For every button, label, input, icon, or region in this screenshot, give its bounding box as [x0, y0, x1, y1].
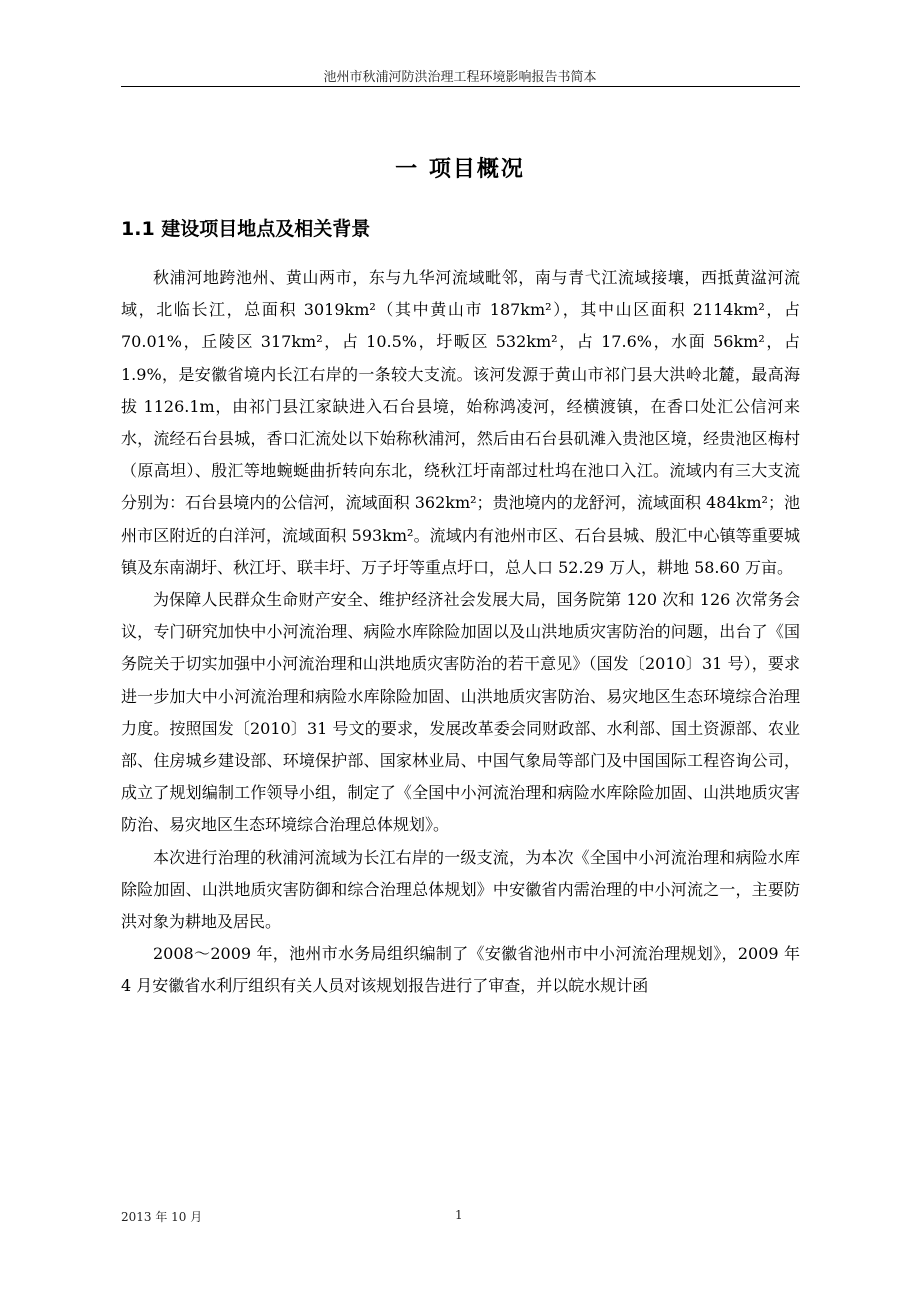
chapter-title: 一 项目概况	[395, 157, 525, 182]
paragraph: 为保障人民群众生命财产安全、维护经济社会发展大局，国务院第 120 次和 126 次常务会议，专门研究加快中小河流治理、病险水库除险加固以及山洪地质灾害防治的问题，出台了《国务院关于切实加强中小河流治理和山洪地质灾害防治的若干意见》（国发〔2010〕31 号），要求进一步加大中小河流治理和病险水库除险加固、山洪地质灾害防治、易灾地区生态环境综合治理力度。按照国发〔2010〕31 号文的要求，发展改革委会同财政部、水利部、国土资源部、农业部、住房城乡建设部、环境保护部、国家林业局、中国气象局等部门及中国国际工程咨询公司，成立了规划编制工作领导小组，制定了《全国中小河流治理和病险水库除险加固、山洪地质灾害防治、易灾地区生态环境综合治理总体规划》。	[121, 590, 800, 835]
body-text	[121, 262, 800, 1003]
header-divider	[121, 86, 800, 87]
paragraph: 2008～2009 年，池州市水务局组织编制了《安徽省池州市中小河流治理规划》，2009 年 4 月安徽省水利厅组织有关人员对该规划报告进行了审查，并以皖水规计函	[121, 944, 800, 996]
section-title: 1.1 建设项目地点及相关背景	[121, 218, 371, 240]
paragraph: 秋浦河地跨池州、黄山两市，东与九华河流域毗邻，南与青弋江流域接壤，西抵黄湓河流域，北临长江，总面积 3019km²（其中黄山市 187km²），其中山区面积 2114km²，占 70.01%，丘陵区 317km²，占 10.5%，圩畈区 532km²，占 17.6%，水面 56km²，占 1.9%，是安徽省境内长江右岸的一条较大支流。该河发源于黄山市祁门县大洪岭北麓，最高海拔 1126.1m，由祁门县江家缺进入石台县境，始称鸿凌河，经横渡镇，在香口处汇公信河来水，流经石台县城，香口汇流处以下始称秋浦河，然后由石台县矶滩入贵池区境，经贵池区梅村（原高坦）、殷汇等地蜿蜒曲折转向东北，绕秋江圩南部过杜坞在池口入江。流域内有三大支流分别为：石台县境内的公信河，流域面积 362km²；贵池境内的龙舒河，流域面积 484km²；池州市区附近的白洋河，流域面积 593km²。流域内有池州市区、石台县城、殷汇中心镇等重要城镇及东南湖圩、秋江圩、联丰圩、万子圩等重点圩口，总人口 52.29 万人，耕地 58.60 万亩。	[121, 268, 800, 577]
paragraph: 本次进行治理的秋浦河流域为长江右岸的一级支流，为本次《全国中小河流治理和病险水库除险加固、山洪地质灾害防御和综合治理总体规划》中安徽省内需治理的中小河流之一，主要防洪对象为耕地及居民。	[121, 847, 800, 932]
running-header: 池州市秋浦河防洪治理工程环境影响报告书简本	[323, 70, 597, 85]
footer-date: 2013 年 10 月	[121, 1210, 203, 1224]
page-number: 1	[455, 1208, 463, 1222]
